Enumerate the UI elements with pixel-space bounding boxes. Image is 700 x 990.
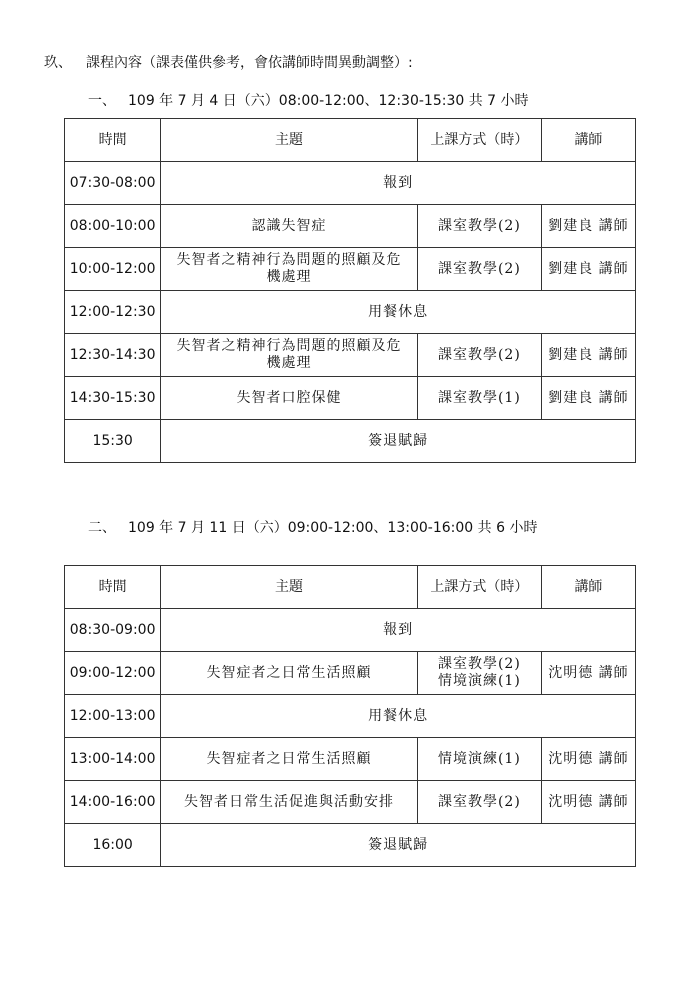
table-row [65, 738, 636, 781]
table-row [65, 377, 636, 420]
cell-time: 12:00-13:00 [65, 695, 161, 738]
cell-time: 12:00-12:30 [65, 291, 161, 334]
topic-line: 失智症者之日常生活照顧 [206, 664, 372, 681]
cell-merged: 報到 [161, 162, 636, 205]
table-row [65, 652, 636, 695]
cell-time: 12:30-14:30 [65, 334, 161, 377]
mode-line: 課室教學(2) [437, 793, 521, 810]
header-teacher: 講師 [541, 566, 635, 609]
topic-line: 失智症者之日常生活照顧 [206, 750, 372, 767]
cell-mode [417, 377, 541, 420]
table-row [65, 420, 636, 463]
topic-line: 機處理 [266, 355, 312, 371]
header-mode: 上課方式（時） [417, 119, 541, 162]
cell-mode [417, 738, 541, 781]
cell-mode [417, 248, 541, 291]
table-header-row [65, 566, 636, 609]
cell-teacher: 劉建良 講師 [541, 248, 635, 291]
heading-text: 課程內容（課表僅供參考，會依講師時間異動調整）: [86, 55, 413, 71]
cell-merged: 簽退賦歸 [161, 824, 636, 867]
table-header-row [65, 119, 636, 162]
cell-teacher: 沈明德 講師 [541, 738, 635, 781]
table-row [65, 695, 636, 738]
cell-mode [417, 781, 541, 824]
cell-time: 07:30-08:00 [65, 162, 161, 205]
cell-time: 16:00 [65, 824, 161, 867]
header-topic: 主題 [161, 566, 418, 609]
table-row [65, 291, 636, 334]
topic-line: 機處理 [266, 269, 312, 285]
header-time: 時間 [65, 566, 161, 609]
cell-time: 08:00-10:00 [65, 205, 161, 248]
header-teacher: 講師 [541, 119, 635, 162]
cell-topic [161, 334, 418, 377]
cell-teacher: 劉建良 講師 [541, 205, 635, 248]
table-row [65, 609, 636, 652]
schedule-table-1 [64, 118, 636, 463]
cell-teacher: 劉建良 講師 [541, 377, 635, 420]
topic-line: 認識失智症 [251, 217, 327, 234]
mode-line: 課室教學(1) [437, 389, 521, 406]
cell-teacher: 劉建良 講師 [541, 334, 635, 377]
heading-number: 玖、 [44, 55, 72, 71]
table-row [65, 205, 636, 248]
section-number: 二、 [88, 520, 116, 536]
mode-line: 課室教學(2) [437, 217, 521, 234]
section-title: 109 年 7 月 11 日（六）09:00-12:00、13:00-16:00 共 6 小時 [128, 520, 538, 536]
cell-time: 13:00-14:00 [65, 738, 161, 781]
header-topic: 主題 [161, 119, 418, 162]
cell-teacher: 沈明德 講師 [541, 781, 635, 824]
topic-line: 失智者口腔保健 [236, 389, 342, 406]
cell-time: 08:30-09:00 [65, 609, 161, 652]
cell-merged: 報到 [161, 609, 636, 652]
cell-time: 10:00-12:00 [65, 248, 161, 291]
table-row [65, 162, 636, 205]
table-row [65, 781, 636, 824]
topic-line: 失智者之精神行為問題的照顧及危 [176, 252, 402, 268]
cell-time: 09:00-12:00 [65, 652, 161, 695]
cell-topic [161, 377, 418, 420]
cell-mode [417, 205, 541, 248]
cell-merged: 簽退賦歸 [161, 420, 636, 463]
cell-time: 15:30 [65, 420, 161, 463]
cell-topic [161, 205, 418, 248]
schedule-table-2 [64, 565, 636, 867]
cell-topic [161, 738, 418, 781]
cell-merged: 用餐休息 [161, 695, 636, 738]
mode-line: 課室教學(2) [437, 656, 521, 672]
header-mode: 上課方式（時） [417, 566, 541, 609]
section-number: 一、 [88, 93, 116, 109]
cell-mode [417, 334, 541, 377]
table-row [65, 824, 636, 867]
table-row [65, 334, 636, 377]
cell-topic [161, 248, 418, 291]
cell-topic [161, 652, 418, 695]
cell-time: 14:30-15:30 [65, 377, 161, 420]
cell-merged: 用餐休息 [161, 291, 636, 334]
topic-line: 失智者日常生活促進與活動安排 [184, 793, 395, 810]
mode-line: 情境演練(1) [437, 750, 521, 767]
cell-time: 14:00-16:00 [65, 781, 161, 824]
cell-teacher: 沈明德 講師 [541, 652, 635, 695]
mode-line: 課室教學(2) [437, 260, 521, 277]
mode-line: 情境演練(1) [437, 673, 521, 689]
cell-topic [161, 781, 418, 824]
mode-line: 課室教學(2) [437, 346, 521, 363]
cell-mode [417, 652, 541, 695]
topic-line: 失智者之精神行為問題的照顧及危 [176, 338, 402, 354]
section-title: 109 年 7 月 4 日（六）08:00-12:00、12:30-15:30 共 7 小時 [128, 93, 529, 109]
table-row [65, 248, 636, 291]
header-time: 時間 [65, 119, 161, 162]
